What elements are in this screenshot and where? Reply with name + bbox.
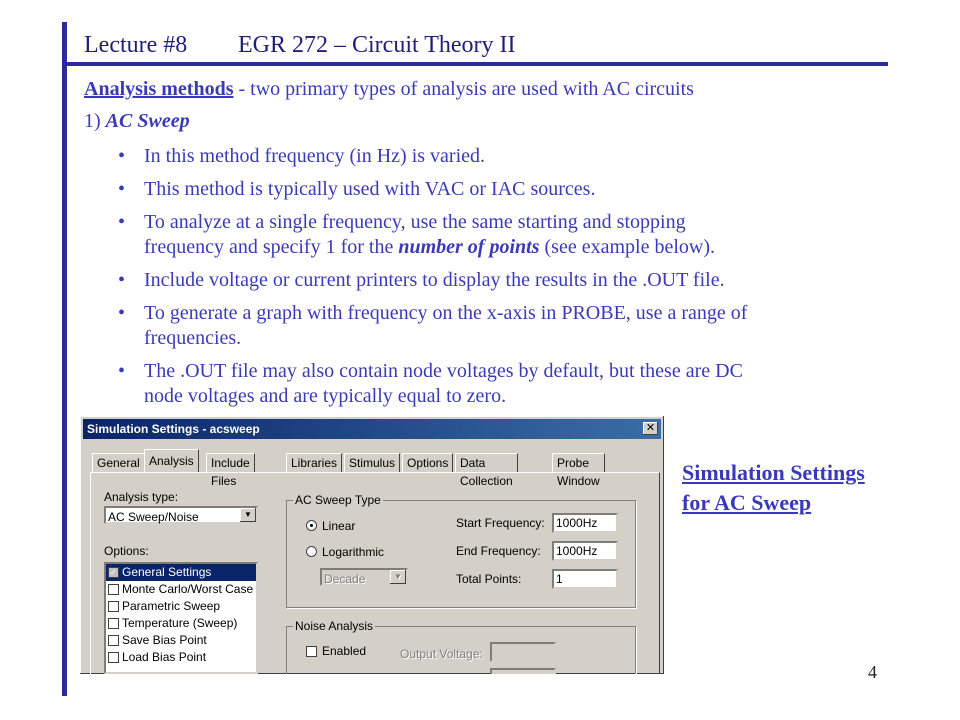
decade-select[interactable]	[320, 568, 408, 586]
bullet-3-line-1: To analyze at a single frequency, use the same starting and stopping	[144, 211, 686, 233]
tab-stimulus[interactable]: Stimulus	[344, 453, 400, 472]
decade-value: Decade	[324, 572, 366, 586]
section-title	[84, 110, 190, 133]
end-frequency-field[interactable]: 1000Hz	[552, 541, 618, 561]
logarithmic-label: Logarithmic	[322, 545, 385, 559]
tab-probe-window[interactable]: Probe Window	[552, 453, 605, 472]
bullet-5-line-1: To generate a graph with frequency on the x-axis in PROBE, use a range of	[144, 302, 748, 324]
tab-data-collection[interactable]: Data Collection	[455, 453, 518, 472]
options-label: Options:	[104, 544, 149, 558]
bullet-3-emphasis: number of points	[398, 236, 540, 258]
tab-include-files[interactable]: Include Files	[206, 453, 255, 472]
analysis-type-select[interactable]	[104, 506, 258, 524]
bullet-6-line-2: node voltages and are typically equal to zero.	[144, 385, 507, 407]
linear-label: Linear	[322, 519, 356, 533]
page-number: 4	[868, 662, 877, 682]
tab-options[interactable]: Options	[402, 453, 453, 472]
options-list	[104, 562, 258, 674]
analysis-methods-heading: Analysis methods	[84, 78, 234, 100]
option-temperature-sweep[interactable]: Temperature (Sweep)	[106, 615, 256, 632]
option-monte-carlo[interactable]: Monte Carlo/Worst Case	[106, 581, 256, 598]
option-load-bias-point[interactable]: Load Bias Point	[106, 649, 256, 666]
checkbox-icon	[108, 601, 119, 612]
bullet-5-line-2: frequencies.	[144, 327, 242, 349]
bullet-1: • In this method frequency (in Hz) is varied.	[118, 144, 878, 169]
option-save-bias-point[interactable]: Save Bias Point	[106, 632, 256, 649]
noise-second-field[interactable]	[490, 668, 556, 674]
bullet-3	[118, 210, 878, 260]
analysis-type-value: AC Sweep/Noise	[108, 510, 199, 524]
section-number: 1)	[84, 110, 101, 132]
option-parametric-sweep[interactable]: Parametric Sweep	[106, 598, 256, 615]
simulation-settings-dialog	[80, 416, 664, 674]
intro-line	[84, 78, 694, 101]
bullet-5	[118, 301, 878, 351]
bullet-2: • This method is typically used with VAC or IAC sources.	[118, 177, 878, 202]
total-points-label: Total Points:	[456, 572, 522, 586]
enabled-label: Enabled	[322, 644, 367, 658]
checkbox-icon	[108, 618, 119, 629]
tab-analysis[interactable]: Analysis	[144, 449, 199, 472]
enabled-checkbox[interactable]	[306, 646, 317, 657]
start-frequency-field[interactable]: 1000Hz	[552, 513, 618, 533]
course-title: EGR 272 – Circuit Theory II	[238, 32, 516, 58]
noise-analysis-label: Noise Analysis	[295, 619, 374, 633]
option-general-settings[interactable]: ✓ General Settings	[106, 564, 256, 581]
linear-radio[interactable]	[306, 520, 317, 531]
lecture-number: Lecture #8	[84, 32, 188, 58]
bullet-list	[118, 144, 878, 417]
output-voltage-label: Output Voltage:	[400, 647, 483, 661]
logarithmic-radio[interactable]	[306, 546, 317, 557]
analysis-type-label: Analysis type:	[104, 490, 179, 504]
dropdown-arrow-icon: ▼	[390, 570, 406, 584]
bullet-4: • Include voltage or current printers to display the results in the .OUT file.	[118, 268, 878, 293]
bullet-6	[118, 359, 878, 409]
bullet-3-line-2: frequency and specify 1 for the	[144, 236, 394, 258]
close-button[interactable]: ✕	[643, 422, 658, 435]
dropdown-arrow-icon: ▼	[240, 508, 256, 522]
tab-libraries[interactable]: Libraries	[286, 453, 342, 472]
header-rule	[62, 62, 888, 66]
caption-line-2: for AC Sweep	[682, 490, 812, 515]
ac-sweep-type-label: AC Sweep Type	[295, 493, 381, 507]
bullet-6-line-1: The .OUT file may also contain node voltages by default, but these are DC	[144, 360, 743, 382]
checkbox-checked-icon: ✓	[109, 567, 118, 578]
output-voltage-field[interactable]	[490, 642, 556, 662]
dialog-title: Simulation Settings - acsweep	[87, 422, 260, 436]
tab-general[interactable]: General	[92, 453, 145, 472]
checkbox-icon	[108, 584, 119, 595]
end-frequency-label: End Frequency:	[456, 544, 541, 558]
left-accent-bar	[62, 22, 67, 696]
total-points-field[interactable]: 1	[552, 569, 618, 589]
intro-text: - two primary types of analysis are used with AC circuits	[238, 78, 694, 100]
bullet-3-tail: (see example below).	[544, 236, 715, 258]
section-name: AC Sweep	[105, 110, 190, 132]
checkbox-icon	[108, 652, 119, 663]
caption-line-1: Simulation Settings	[682, 460, 865, 485]
dialog-titlebar	[83, 419, 661, 439]
start-frequency-label: Start Frequency:	[456, 516, 545, 530]
checkbox-icon	[108, 635, 119, 646]
